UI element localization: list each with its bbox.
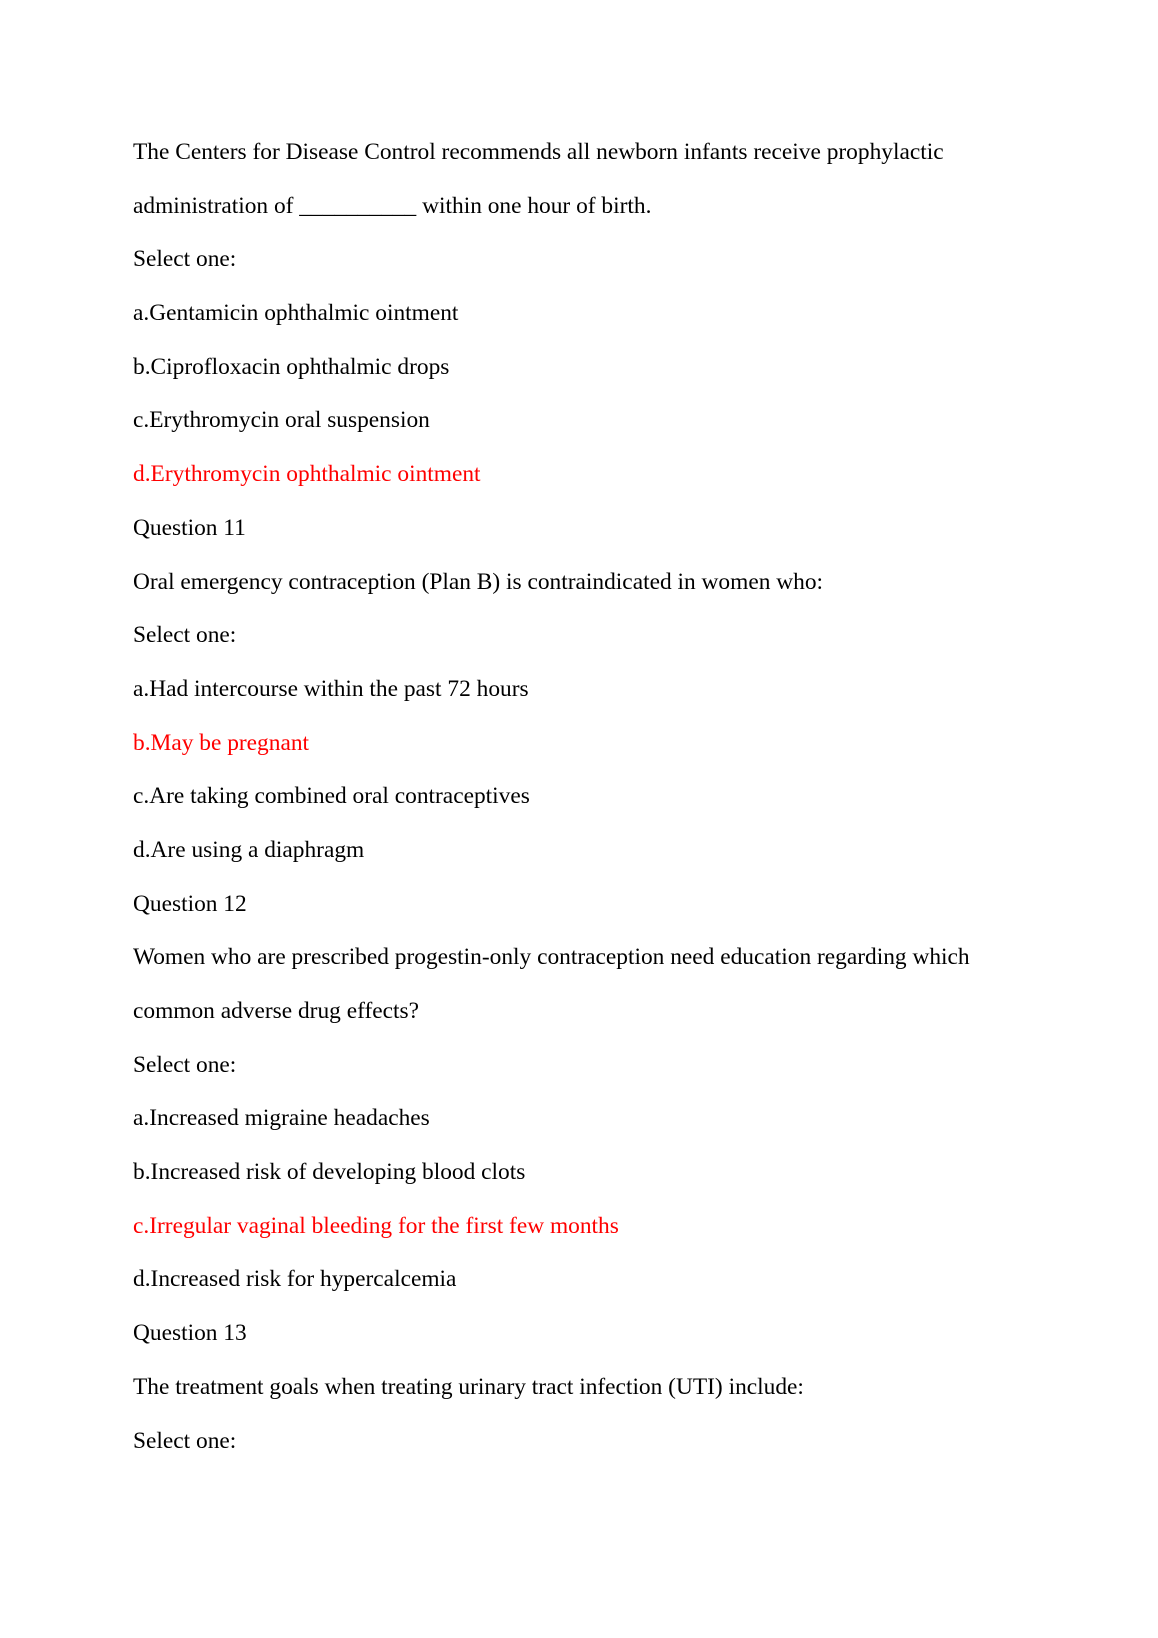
answer-option-c-marked: c.Irregular vaginal bleeding for the first few months (133, 1212, 619, 1239)
answer-option-a: a.Had intercourse within the past 72 hours (133, 675, 529, 702)
question-text-line: The Centers for Disease Control recommends all newborn infants receive prophylactic (133, 139, 944, 165)
question-12-header: Question 12 (133, 890, 247, 917)
answer-option-d-marked: d.Erythromycin ophthalmic ointment (133, 461, 481, 488)
question-block (133, 1307, 1058, 1468)
question-block (133, 126, 1058, 502)
question-13-header: Question 13 (133, 1320, 247, 1347)
select-one-prompt: Select one: (133, 1051, 237, 1078)
question-11-header: Question 11 (133, 514, 246, 541)
answer-option-c: c.Erythromycin oral suspension (133, 407, 430, 434)
question-block (133, 878, 1058, 1308)
question-block (133, 502, 1058, 878)
answer-option-b: b.Ciprofloxacin ophthalmic drops (133, 353, 450, 380)
question-text-line: Oral emergency contraception (Plan B) is contraindicated in women who: (133, 568, 824, 595)
select-one-prompt: Select one: (133, 246, 237, 273)
answer-option-c: c.Are taking combined oral contraceptives (133, 783, 530, 810)
answer-option-d: d.Are using a diaphragm (133, 836, 365, 863)
answer-option-b-marked: b.May be pregnant (133, 729, 310, 756)
question-text-line: Women who are prescribed progestin-only contraception need education regarding which (133, 944, 970, 971)
answer-option-b: b.Increased risk of developing blood clots (133, 1159, 526, 1186)
select-one-prompt: Select one: (133, 622, 237, 649)
answer-option-a: a.Gentamicin ophthalmic ointment (133, 300, 459, 327)
question-text-line: common adverse drug effects? (133, 998, 419, 1024)
answer-option-d: d.Increased risk for hypercalcemia (133, 1266, 457, 1293)
question-text-line: The treatment goals when treating urinary tract infection (UTI) include: (133, 1373, 804, 1400)
answer-option-a: a.Increased migraine headaches (133, 1105, 430, 1132)
question-text-line: administration of __________ within one hour of birth. (133, 192, 652, 219)
select-one-prompt: Select one: (133, 1427, 237, 1454)
